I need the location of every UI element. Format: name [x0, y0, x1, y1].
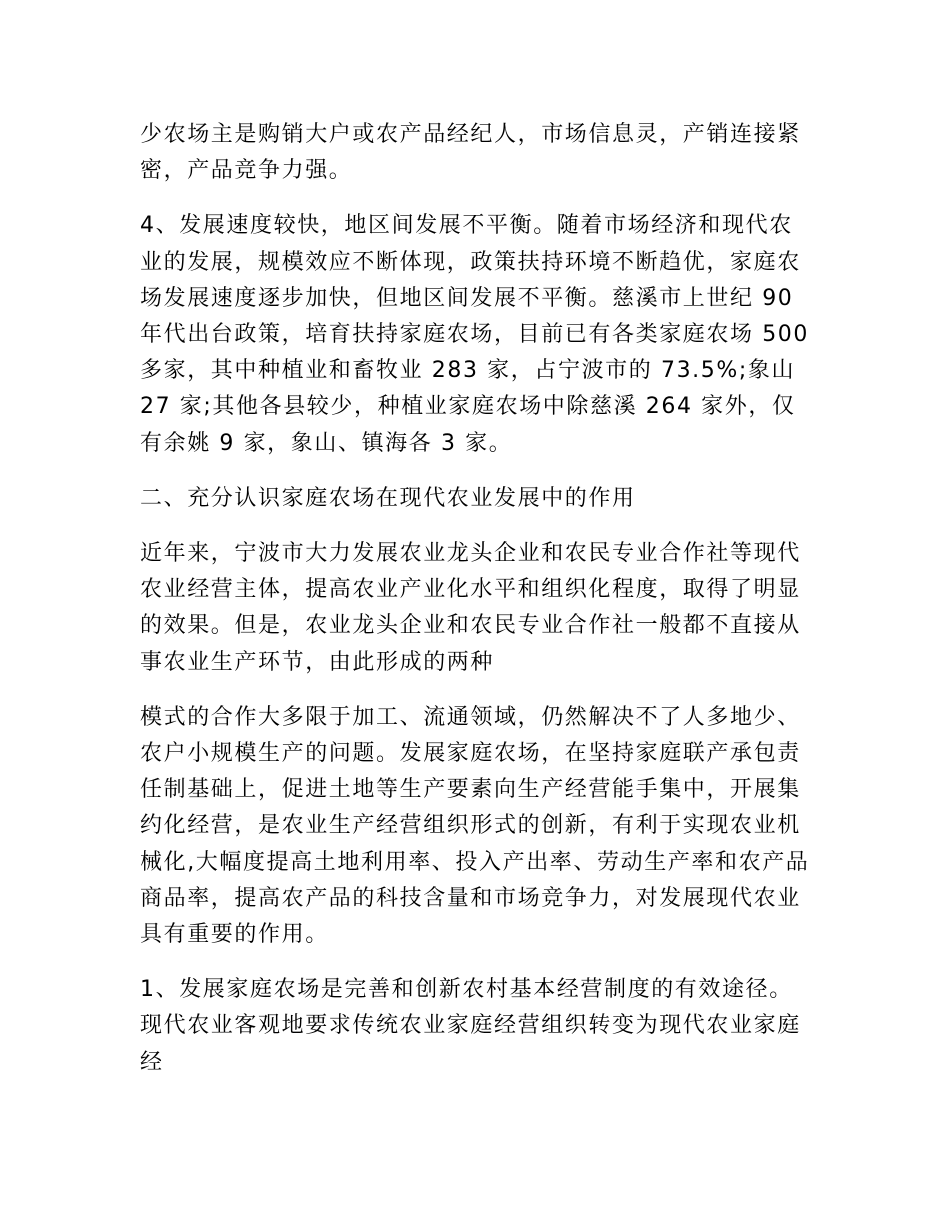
document-body [140, 117, 812, 1100]
paragraph-cooperation-mode: 模式的合作大多限于加工、流通领域，仍然解决不了人多地少、农户小规模生产的问题。发展家庭农场，在坚持家庭联产承包责任制基础上，促进土地等生产要素向生产经营能手集中，开展集约化经营，是农业生产经营组织形式的创新，有利于实现农业机械化,大幅度提高土地利用率、投入产出率、劳动生产率和农产品商品率，提高农产品的科技含量和市场竞争力，对发展现代农业具有重要的作用。 [140, 704, 810, 948]
paragraph-recent-years: 近年来，宁波市大力发展农业龙头企业和农民专业合作社等现代农业经营主体，提高农业产业化水平和组织化程度，取得了明显的效果。但是，农业龙头企业和农民专业合作社一般都不直接从事农业生产环节，由此形成的两种 [140, 541, 801, 675]
section-heading-role: 二、充分认识家庭农场在现代农业发展中的作用 [140, 485, 636, 511]
paragraph-market-info: 少农场主是购销大户或农产品经纪人，市场信息灵，产销连接紧密，产品竞争力强。 [140, 122, 801, 184]
paragraph-development-speed: 4、发展速度较快，地区间发展不平衡。随着市场经济和现代农业的发展，规模效应不断体现，政策扶持环境不断趋优，家庭农场发展速度逐步加快，但地区间发展不平衡。慈溪市上世纪 90 年代出台政策，培育扶持家庭农场，目前已有各类家庭农场 500 多家，其中种植业和畜牧业 283 家，占宁波市的 73.5%;象山 27 家;其他各县较少，种植业家庭农场中除慈溪 264 家外，仅有余姚 9 家，象山、镇海各 3 家。 [140, 213, 809, 456]
paragraph-effective-approach: 1、发展家庭农场是完善和创新农村基本经营制度的有效途径。 现代农业客观地要求传统农业家庭经营组织转变为现代农业家庭经 [140, 977, 801, 1075]
